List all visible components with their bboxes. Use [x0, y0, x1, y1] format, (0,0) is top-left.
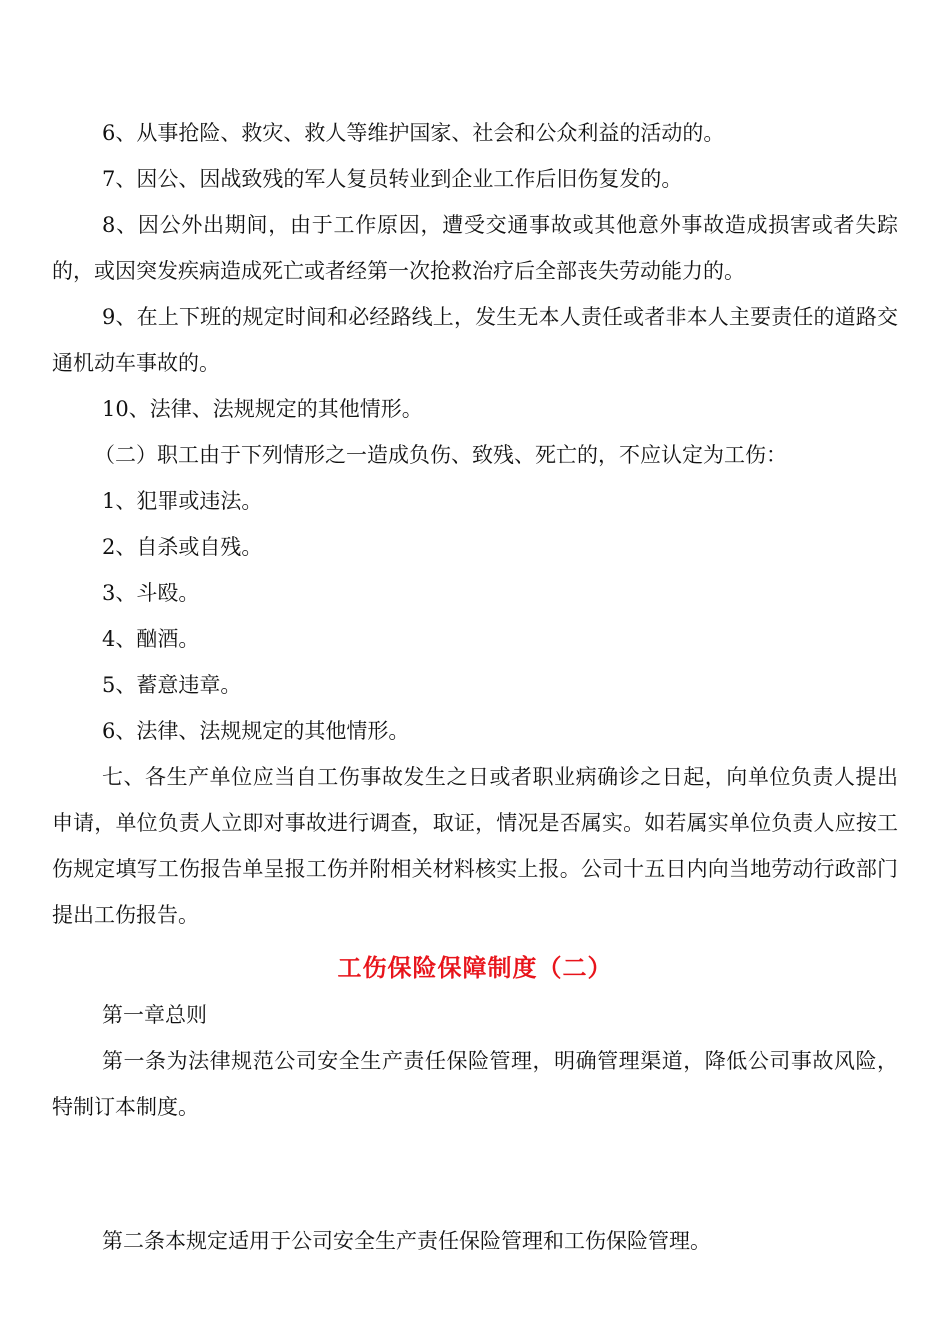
- section-title: 工伤保险保障制度（二）: [337, 953, 613, 982]
- paragraph-exclusions-intro: （二）职工由于下列情形之一造成负伤、致残、死亡的，不应认定为工伤：: [94, 443, 787, 467]
- paragraph-item-8: 8、因公外出期间，由于工作原因，遭受交通事故或其他意外事故造成损害或者失踪的，或因突发疾病造成死亡或者经第一次抢救治疗后全部丧失劳动能力的。: [52, 213, 898, 283]
- chapter-heading: 第一章总则: [102, 1003, 207, 1027]
- paragraph-item-6: 6、从事抢险、救灾、救人等维护国家、社会和公众利益的活动的。: [102, 121, 725, 145]
- paragraph-item-9: 9、在上下班的规定时间和必经路线上，发生无本人责任或者非本人主要责任的道路交通机动车事故的。: [52, 305, 898, 375]
- exclusion-item-2: 2、自杀或自残。: [102, 535, 263, 559]
- exclusion-item-6: 6、法律、法规规定的其他情形。: [102, 719, 410, 743]
- exclusion-item-3: 3、斗殴。: [102, 581, 200, 605]
- exclusion-item-1: 1、犯罪或违法。: [102, 489, 263, 513]
- article-1: 第一条为法律规范公司安全生产责任保险管理，明确管理渠道，降低公司事故风险，特制订本制度。: [52, 1049, 898, 1119]
- exclusion-item-4: 4、酗酒。: [102, 627, 200, 651]
- paragraph-item-10: 10、法律、法规规定的其他情形。: [102, 397, 423, 421]
- article-2: 第二条本规定适用于公司安全生产责任保险管理和工伤保险管理。: [102, 1229, 711, 1253]
- paragraph-section-7: 七、各生产单位应当自工伤事故发生之日或者职业病确诊之日起，向单位负责人提出申请，单位负责人立即对事故进行调查，取证，情况是否属实。如若属实单位负责人应按工伤规定填写工伤报告单呈报工伤并附相关材料核实上报。公司十五日内向当地劳动行政部门提出工伤报告。: [52, 765, 898, 927]
- paragraph-item-7: 7、因公、因战致残的军人复员转业到企业工作后旧伤复发的。: [102, 167, 683, 191]
- exclusion-item-5: 5、蓄意违章。: [102, 673, 242, 697]
